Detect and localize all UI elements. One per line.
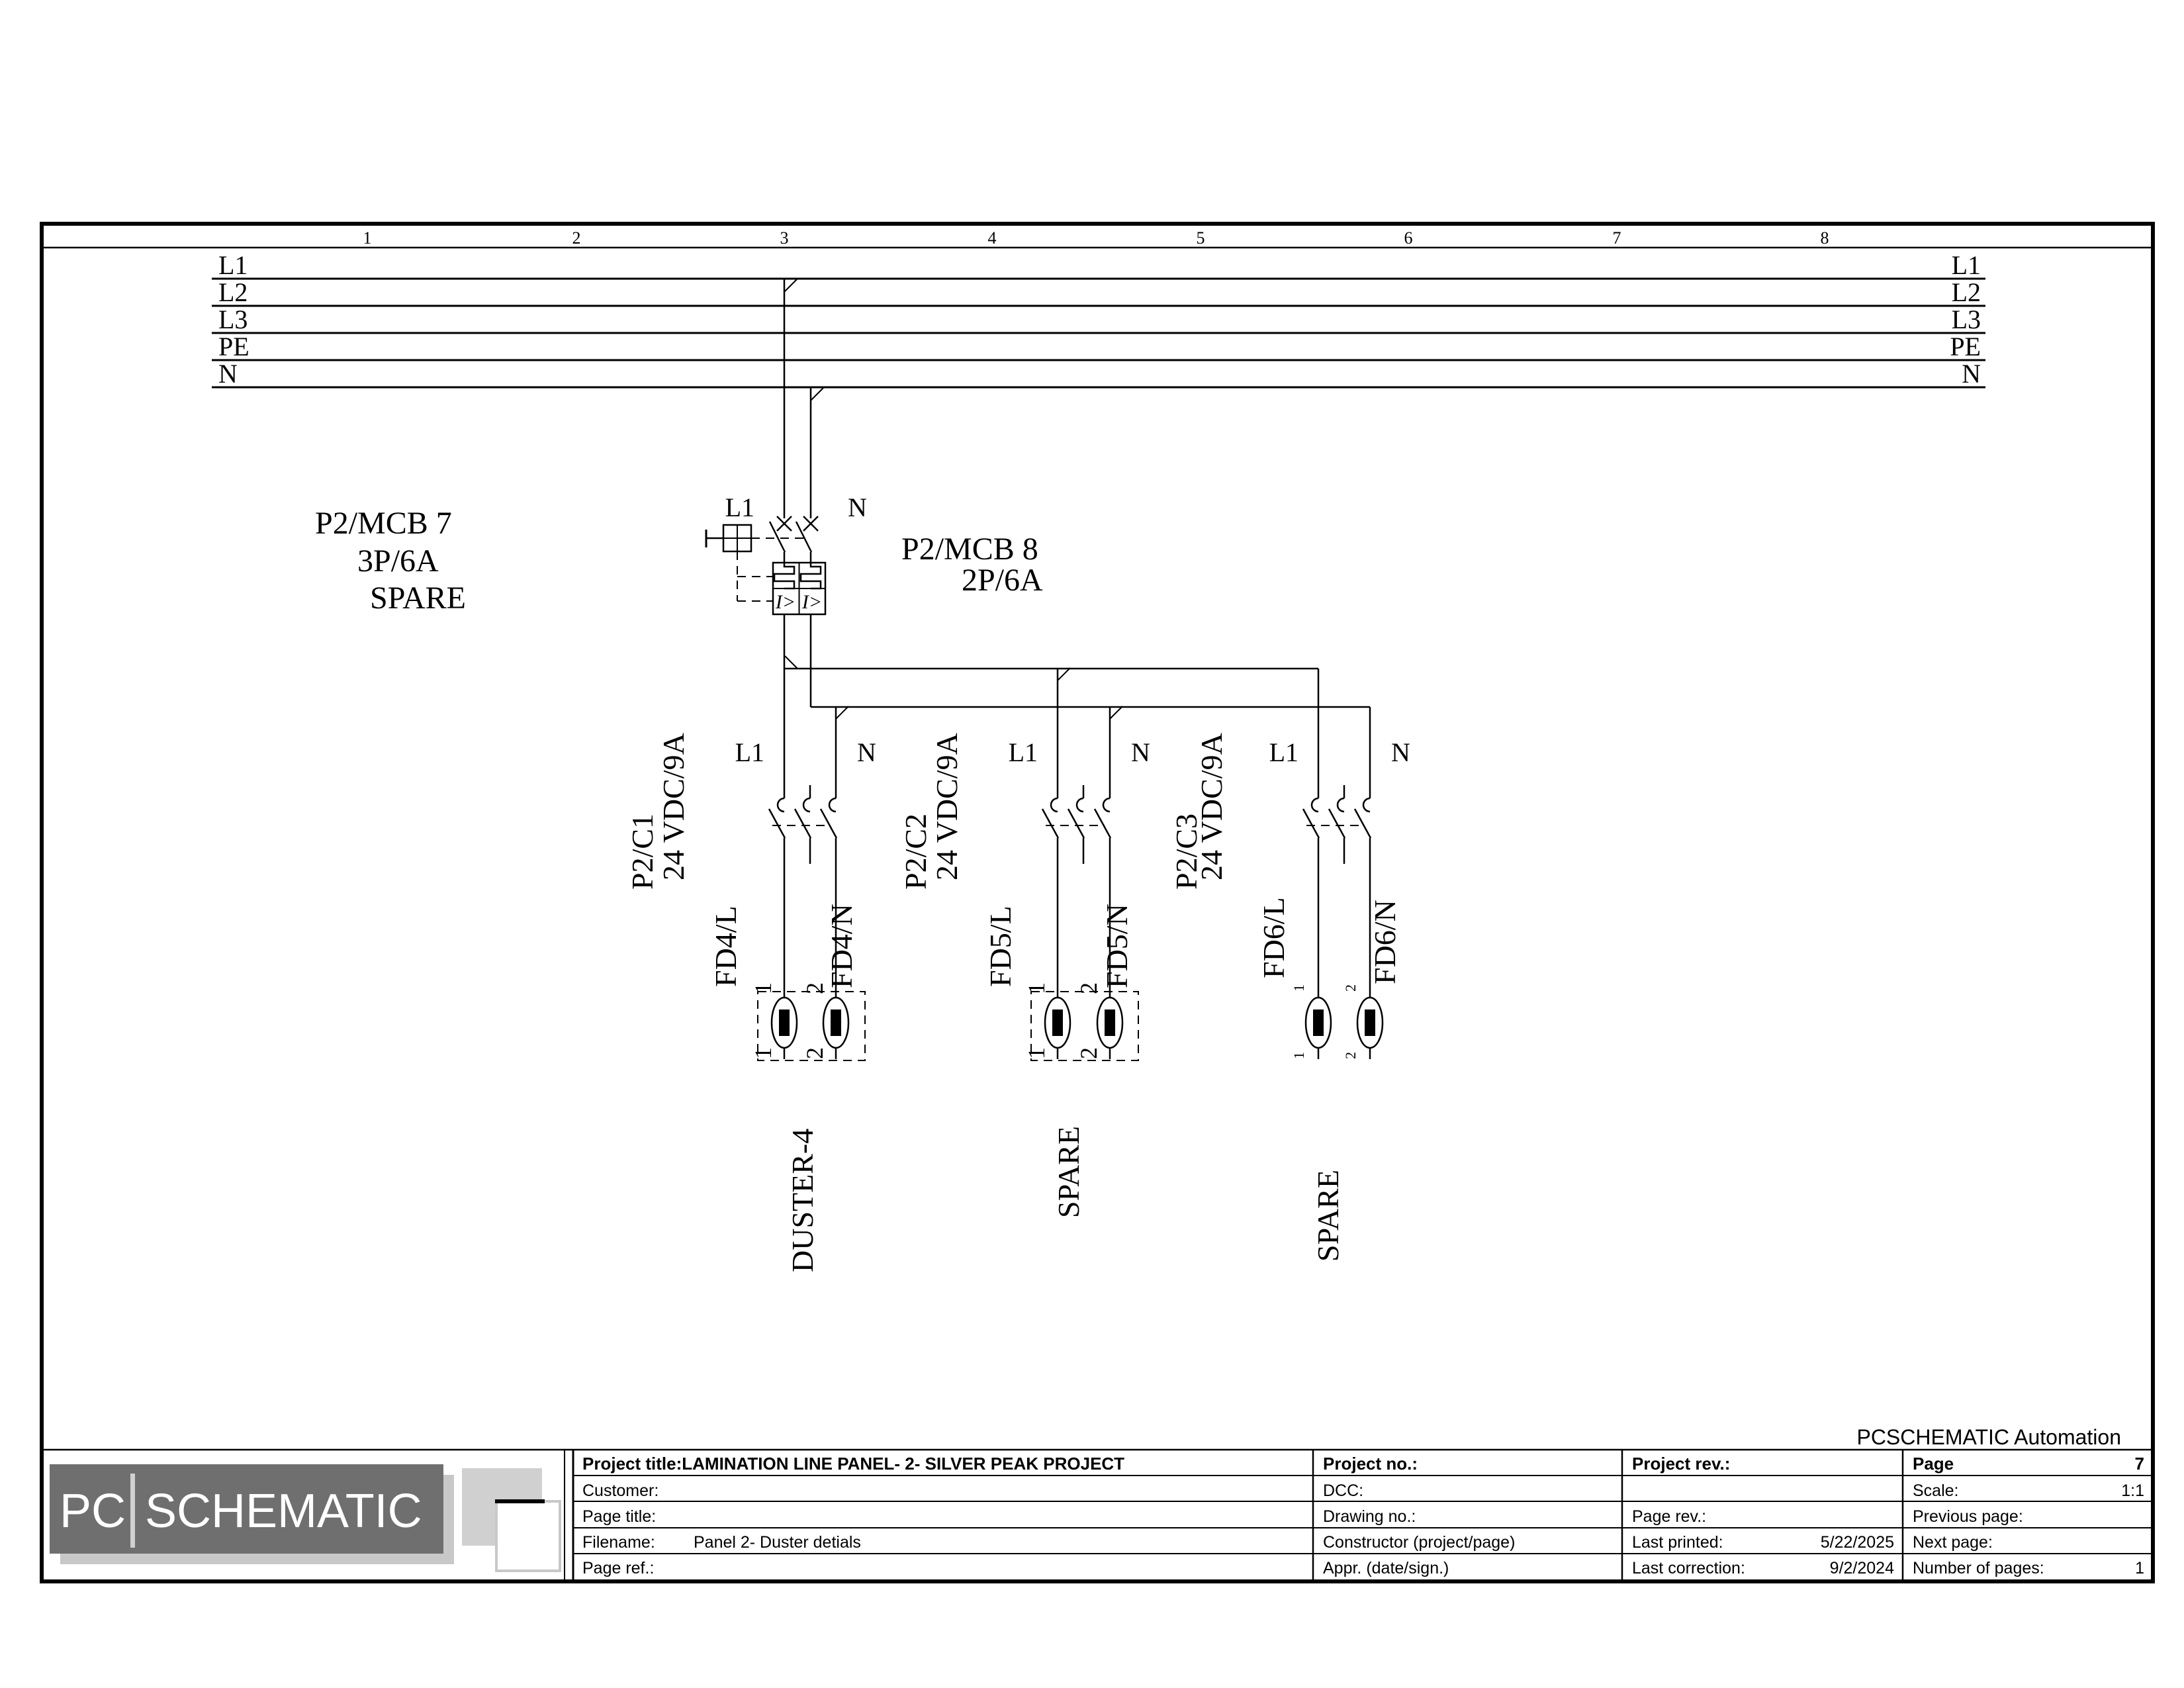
previous-page-field: Previous page: [1913, 1507, 2023, 1526]
rail-n-label-left: N [218, 359, 238, 389]
last-printed-value: 5/22/2025 [1820, 1533, 1894, 1552]
pcschematic-logo [50, 1464, 560, 1571]
contact-arc [778, 798, 784, 812]
pole-label-l1: L1 [1008, 737, 1038, 767]
fuse-label-phase: FD5/L [983, 906, 1017, 987]
page-title-field: Page title: [582, 1507, 657, 1526]
terminal-number: 2 [801, 982, 828, 994]
column-number: 4 [987, 228, 997, 248]
logo-text-schematic: SCHEMATIC [145, 1485, 422, 1538]
rail-l3-label-left: L3 [218, 305, 248, 334]
page-number-value: 7 [2134, 1454, 2144, 1474]
mcb7-tag: P2/MCB 7 [315, 506, 452, 541]
contactor-coil-rating: 24 VDC/9A [1195, 733, 1228, 880]
column-number: 1 [363, 228, 372, 248]
contact-arc [1103, 798, 1110, 812]
logo-mark-front-sheet [496, 1501, 560, 1571]
contact-blade [1042, 809, 1058, 838]
load-label: DUSTER-4 [786, 1128, 819, 1272]
number-of-pages-label: Number of pages: [1913, 1559, 2044, 1577]
next-page-field: Next page: [1913, 1533, 1993, 1552]
project-rev-field: Project rev.: [1632, 1454, 1731, 1474]
constructor-field: Constructor (project/page) [1323, 1533, 1516, 1552]
magnetic-trip-symbol: I> [775, 591, 796, 613]
customer-field: Customer: [582, 1481, 659, 1500]
contactor-coil-rating: 24 VDC/9A [930, 733, 964, 880]
frame-border [42, 224, 2153, 1581]
fuse-label-phase: FD4/L [709, 906, 743, 987]
number-of-pages-value: 1 [2135, 1559, 2144, 1577]
contact-blade [821, 809, 837, 838]
contact-blade [769, 809, 785, 838]
rail-l1-label-right: L1 [1951, 250, 1981, 280]
terminal-number: 2 [1075, 982, 1102, 994]
page-ref-field: Page ref.: [582, 1559, 655, 1577]
power-rails [212, 250, 1985, 389]
contact-arc [1363, 798, 1370, 812]
rail-n-label-right: N [1962, 359, 1981, 389]
fuse-element [1313, 1009, 1324, 1036]
contactor-tag: P2/C2 [899, 813, 933, 890]
dcc-field: DCC: [1323, 1481, 1364, 1500]
contact-arc [1338, 798, 1344, 812]
contact-blade [1303, 809, 1319, 838]
fuse-label-neutral: FD4/N [825, 904, 858, 988]
column-number: 6 [1404, 228, 1413, 248]
contactor-tag: P2/C3 [1169, 813, 1203, 890]
mcb8-neutral-label: N [848, 492, 867, 522]
breaker-mcb7-note [315, 506, 466, 616]
pole-label-l1: L1 [1269, 737, 1298, 767]
rail-l2-label-left: L2 [218, 277, 248, 307]
contact-arc [829, 798, 836, 812]
scale-value: 1:1 [2121, 1481, 2144, 1500]
terminal-number: 2 [1342, 984, 1359, 992]
terminal-number: 1 [750, 1047, 776, 1059]
page-label: Page [1913, 1454, 1954, 1474]
watermark-text: PCSCHEMATIC Automation [1856, 1425, 2121, 1449]
rail-l1-label-left: L1 [218, 250, 248, 280]
mcb7-rating: 3P/6A [357, 543, 439, 579]
drawing-no-field: Drawing no.: [1323, 1507, 1416, 1526]
junction-tick [1058, 668, 1070, 680]
contact-arc [803, 798, 810, 812]
column-number: 8 [1820, 228, 1829, 248]
thermal-overload-symbol [801, 563, 821, 588]
appr-field: Appr. (date/sign.) [1323, 1559, 1449, 1577]
filename-value: Panel 2- Duster detials [694, 1533, 861, 1552]
contact-arc [1051, 798, 1058, 812]
contact-blade [1329, 809, 1345, 838]
magnetic-trip-symbol: I> [801, 591, 823, 613]
distribution-buses [784, 656, 1370, 719]
fuse-label-phase: FD6/L [1257, 897, 1291, 978]
pole-label-n: N [1131, 737, 1150, 767]
terminal-number: 1 [1291, 984, 1307, 992]
project-title-field: Project title:LAMINATION LINE PANEL- 2- SILVER PEAK PROJECT [582, 1454, 1125, 1474]
fuse-label-neutral: FD5/N [1100, 904, 1134, 988]
rail-l2-label-right: L2 [1951, 277, 1981, 307]
column-number: 7 [1612, 228, 1621, 248]
logo-separator-bar [130, 1474, 135, 1548]
page-rev-field: Page rev.: [1632, 1507, 1707, 1526]
last-correction-value: 9/2/2024 [1829, 1559, 1894, 1577]
rail-pe-label-right: PE [1950, 332, 1981, 361]
logo-text-pc: PC [60, 1485, 126, 1538]
last-printed-label: Last printed: [1632, 1533, 1723, 1552]
pole-label-n: N [857, 737, 876, 767]
mcb8-phase-label: L1 [725, 492, 754, 522]
contact-blade [1355, 809, 1371, 838]
fuse-label-neutral: FD6/N [1368, 900, 1402, 984]
project-no-field: Project no.: [1323, 1454, 1418, 1474]
mcb8-rating: 2P/6A [962, 563, 1043, 598]
rail-l3-label-right: L3 [1951, 305, 1981, 334]
last-correction-label: Last correction: [1632, 1559, 1745, 1577]
contactor-tag: P2/C1 [625, 813, 659, 890]
junction-tick [1110, 706, 1122, 719]
contact-blade [1068, 809, 1084, 838]
contact-arc [1312, 798, 1318, 812]
terminal-number: 1 [1023, 982, 1050, 994]
breaker-mcb8 [706, 279, 1043, 707]
column-number: 5 [1196, 228, 1205, 248]
contactor-branch-1 [625, 614, 876, 1272]
column-number: 2 [572, 228, 581, 248]
mcb7-spare: SPARE [370, 581, 466, 616]
load-label: SPARE [1052, 1126, 1085, 1218]
fuse-element [779, 1009, 790, 1036]
fuse-element [1105, 1009, 1115, 1036]
junction-tick [836, 706, 848, 719]
filename-label: Filename: [582, 1533, 655, 1552]
contactor-branch-3 [1169, 669, 1410, 1262]
thermal-overload-symbol [774, 563, 794, 588]
terminal-number: 2 [801, 1047, 828, 1059]
pole-label-n: N [1391, 737, 1410, 767]
terminal-number: 1 [1023, 1047, 1050, 1059]
fuse-element [1365, 1009, 1375, 1036]
terminal-number: 2 [1342, 1052, 1359, 1059]
junction-tick [785, 656, 797, 669]
contactor-coil-rating: 24 VDC/9A [657, 733, 690, 880]
column-number: 3 [780, 228, 789, 248]
pole-label-l1: L1 [735, 737, 764, 767]
mcb8-tag: P2/MCB 8 [901, 532, 1038, 567]
contact-blade [1095, 809, 1111, 838]
load-label: SPARE [1311, 1170, 1345, 1262]
contact-arc [1077, 798, 1083, 812]
junction-tick [784, 279, 797, 292]
junction-tick [811, 388, 823, 400]
terminal-number: 2 [1075, 1047, 1102, 1059]
contact-blade [795, 809, 811, 838]
drawing-frame [42, 224, 2153, 1581]
terminal-number: 1 [750, 982, 776, 994]
rail-pe-label-left: PE [218, 332, 250, 361]
scale-label: Scale: [1913, 1481, 1959, 1500]
fuse-element [831, 1009, 841, 1036]
terminal-number: 1 [1291, 1052, 1307, 1059]
contactor-branch-2 [899, 669, 1150, 1218]
fuse-element [1052, 1009, 1063, 1036]
